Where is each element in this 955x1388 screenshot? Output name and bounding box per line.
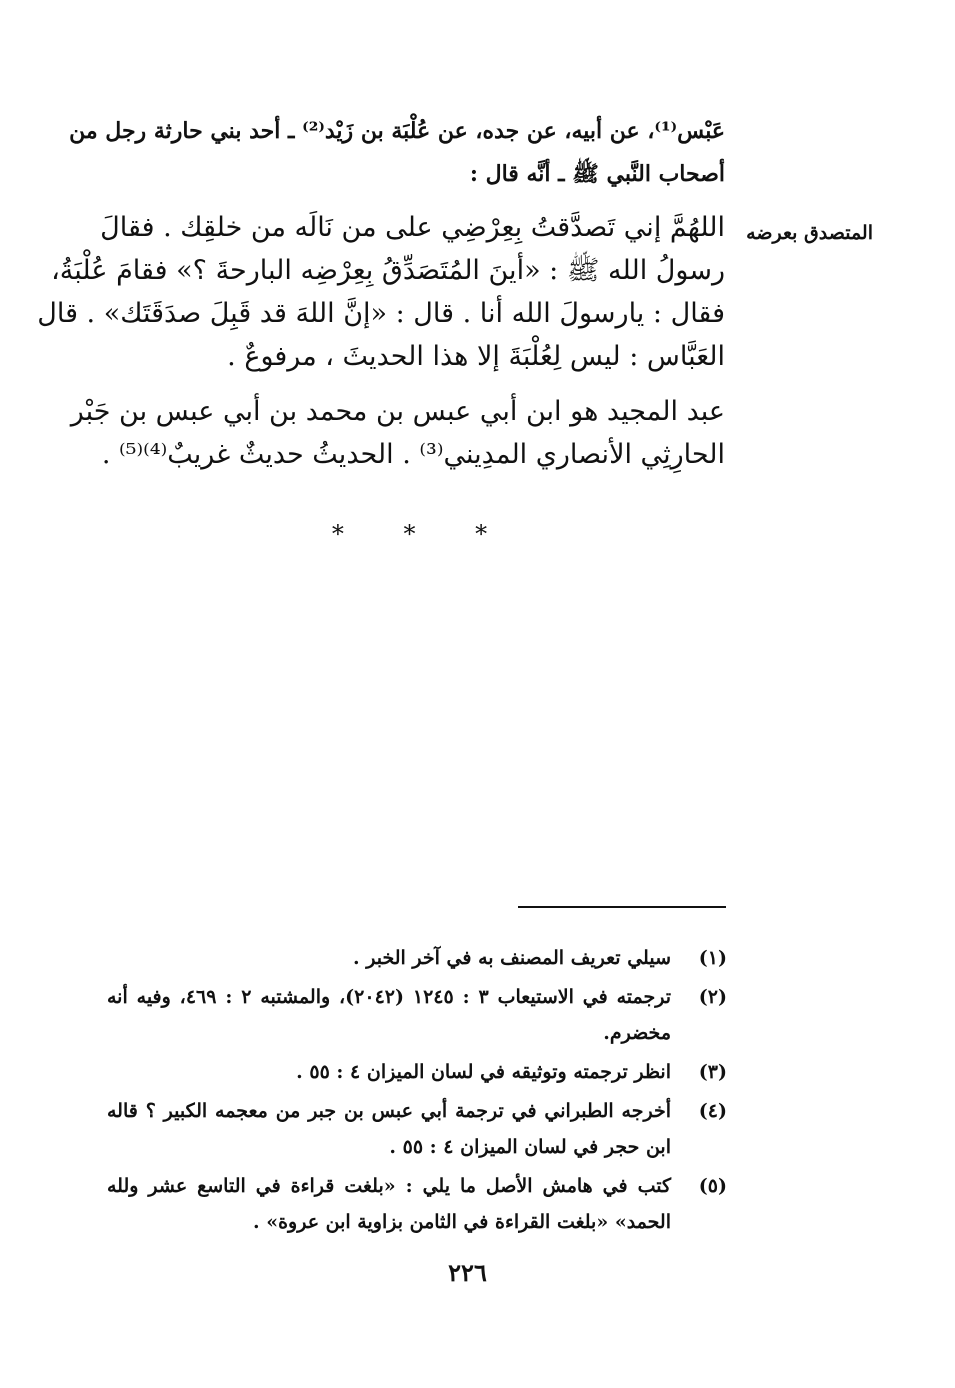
footnote-number: (٣) <box>698 1061 727 1083</box>
footnote-item <box>107 1054 727 1090</box>
footnote-text: أخرجه الطبراني في ترجمة أبي عبس بن جبر من معجمه الكبير ؟ قاله ابن حجر في لسان الميزان ٤ : ٥٥ . <box>107 1100 671 1158</box>
footnote-text: انظر ترجمته وتوثيقه في لسان الميزان ٤ : ٥٥ . <box>296 1061 671 1083</box>
footnote-item <box>107 1168 727 1240</box>
footnote-item <box>107 940 727 976</box>
margin-heading: المتصدق بعرضه <box>746 222 873 244</box>
footnote-number: (٤) <box>698 1100 727 1122</box>
paragraph-line: العَبَّاس : ليس لِعُلْبَةَ إلا هذا الحديثَ ، مرفوعٌ . <box>227 341 725 372</box>
footnote-number: (٥) <box>698 1175 727 1197</box>
hadith-paragraph <box>37 206 725 378</box>
footnote-text: كتب في هامش الأصل ما يلي : «بلغت قراءة في التاسع عشر ولله الحمد» «بلغت القراءة في الثامن بزاوية ابن عروة» . <box>107 1175 671 1233</box>
paragraph-line: عبد المجيد هو ابن أبي عبس بن محمد بن أبي عبس بن جَبْر <box>70 396 725 427</box>
paragraph-line: فقال : يارسولَ الله أنا . قال : «إنَّ اللهَ قد قَبِلَ صدَقَتَك» . قال <box>37 298 725 329</box>
intro-line-2: أصحاب النَّبي ﷺ ـ أنَّه قال : <box>469 161 725 187</box>
paragraph-line: رسولُ الله ﷺ : «أينَ المُتَصَدِّقُ بِعِرْضِه البارحةَ ؟» فقامَ عُلْبَةُ، <box>51 255 725 286</box>
footnote-divider <box>518 906 726 908</box>
footnote-number: (١) <box>698 947 727 969</box>
section-separator: * * * <box>331 520 514 548</box>
footnote-text: ترجمته في الاستيعاب ٣ : ١٢٤٥ (٢٠٤٢)، والمشتبه ٢ : ٤٦٩، وفيه أنه مخضرم. <box>107 986 672 1044</box>
paragraph-line: الحارِثِي الأنصاري المدِيني⁽³⁾ . الحديثُ حديثٌ غريبٌ⁽⁴⁾⁽⁵⁾ . <box>101 439 725 470</box>
footnote-text: سيلي تعريف المصنف به في آخر الخبر . <box>353 947 671 969</box>
paragraph-line: اللهُمَّ إني تَصدَّقتُ بِعِرْضِي على من نَالَه من خلقِك . فقالَ <box>100 212 725 243</box>
intro-line-1: عَبْس⁽¹⁾، عن أبيه، عن جده، عن عُلْبَة بن زَيْد⁽²⁾ ـ أحد بني حارثة رجل من <box>69 118 725 144</box>
footnotes <box>107 940 727 1243</box>
footnote-item <box>107 979 727 1051</box>
page-number: ٢٢٦ <box>448 1258 487 1287</box>
footnote-item <box>107 1093 727 1165</box>
footnote-number: (٢) <box>698 986 727 1008</box>
commentary-paragraph <box>70 390 725 476</box>
